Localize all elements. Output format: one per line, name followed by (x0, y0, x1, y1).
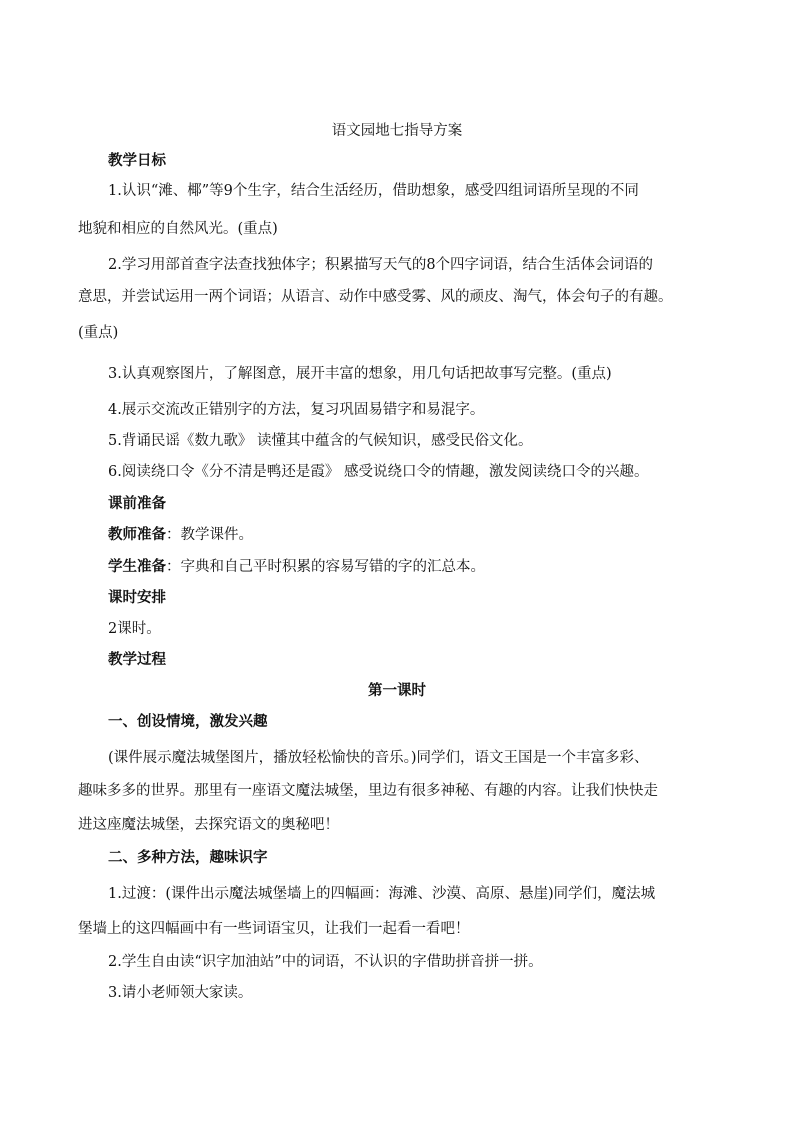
document-title: 语文园地七指导方案 (331, 123, 463, 139)
objective-4: 4.展示交流改正错别字的方法，复习巩固易错字和易混字。 (108, 402, 485, 418)
schedule-text: 2课时。 (108, 621, 161, 637)
heading-teaching-objectives: 教学日标 (108, 152, 166, 169)
objective-2-line-3: (重点) (78, 325, 119, 341)
objective-2-line-1: 2.学习用部首查字法查找独体字；积累描写天气的8个四字词语，结合生活体会词语的 (108, 257, 654, 273)
teacher-prep-label: 教师准备 (108, 526, 166, 543)
teacher-prep-text: ：教学课件。 (166, 527, 253, 543)
section-1-paragraph-line-1: (课件展示魔法城堡图片，播放轻松愉快的音乐。)同学们，语文王国是一个丰富多彩、 (108, 750, 649, 766)
section-2-item-2: 2.学生自由读“识字加油站”中的词语，不认识的字借助拼音拼一拼。 (108, 954, 543, 970)
student-prep-text: ：字典和自己平时积累的容易写错的字的汇总本。 (166, 559, 485, 575)
section-2-heading: 二、多种方法，趣味识字 (108, 849, 268, 866)
teacher-preparation (108, 528, 253, 543)
section-2-item-3: 3.请小老师领大家读。 (108, 985, 253, 1001)
heading-preparation: 课前准备 (108, 495, 166, 512)
section-1-heading: 一、创设情境，激发兴趣 (108, 713, 268, 730)
section-2-item-1-line-1: 1.过渡：(课件出示魔法城堡墙上的四幅画：海滩、沙漠、高原、悬崖)同学们，魔法城 (108, 886, 656, 902)
objective-3: 3.认真观察图片，了解图意，展开丰富的想象，用几句话把故事写完整。(重点) (108, 366, 612, 382)
student-prep-label: 学生准备 (108, 558, 166, 575)
section-2-item-1-line-2: 堡墙上的这四幅画中有一些词语宝贝，让我们一起看一看吧！ (78, 921, 470, 937)
section-1-paragraph-line-3: 进这座魔法城堡，去探究语文的奥秘吧！ (78, 817, 339, 833)
lesson-1-heading: 第一课时 (368, 682, 426, 699)
objective-1-line-1: 1.认识“滩、椰”等9个生字，结合生活经历，借助想象，感受四组词语所呈现的不同 (108, 183, 639, 199)
objective-6: 6.阅读绕口令《分不清是鸭还是霞》 感受说绕口令的情趣，激发阅读绕口令的兴趣。 (108, 464, 649, 480)
section-1-paragraph-line-2: 趣味多多的世界。那里有一座语文魔法城堡，里边有很多神秘、有趣的内容。让我们快快走 (78, 783, 658, 799)
objective-2-line-2: 意思，并尝试运用一两个词语；从语言、动作中感受雾、风的顽皮、淘气，体会句子的有趣。 (78, 289, 673, 305)
heading-process: 教学过程 (108, 651, 166, 668)
student-preparation (108, 560, 485, 575)
heading-schedule: 课时安排 (108, 589, 166, 606)
objective-5: 5.背诵民谣《数九歌》 读懂其中蕴含的气候知识，感受民俗文化。 (108, 433, 533, 449)
objective-1-line-2: 地貌和相应的自然风光。(重点) (78, 221, 278, 237)
